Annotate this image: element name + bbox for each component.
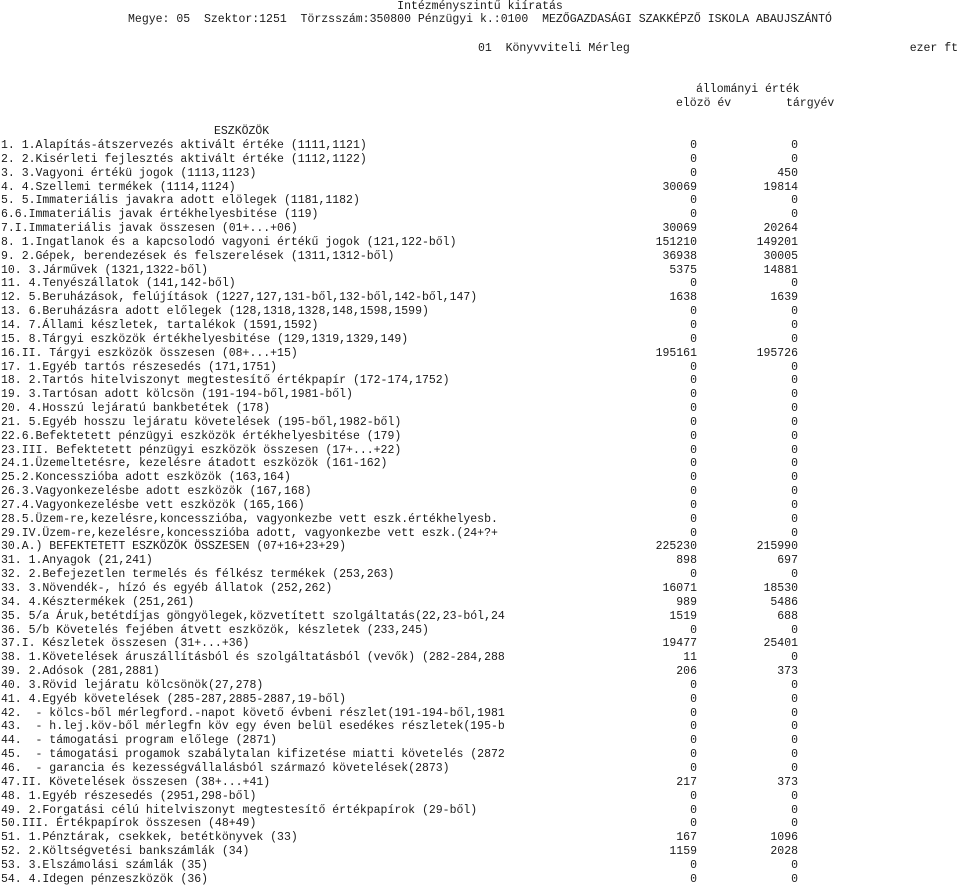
current-year-value: 1096 <box>770 831 798 845</box>
current-year-value: 0 <box>791 194 798 208</box>
table-row <box>0 444 960 458</box>
table-row <box>0 513 960 527</box>
row-label: 42. - kölcs-ből mérlegford.-napot követő évbeni részlet(191-194-ből,1981 <box>1 706 505 720</box>
current-year-value: 0 <box>791 872 798 886</box>
current-year-value: 0 <box>791 139 798 152</box>
row-label: 28.5.Üzem-re,kezelésre,koncesszióba, vagyonkezbe vett eszk.értékhelyesb. <box>1 512 498 526</box>
row-label: 25.2.Koncesszióba adott eszközök (163,164) <box>1 471 291 485</box>
row-label: 37.I. Készletek összesen (31+...+36) <box>1 637 250 651</box>
prev-year-value: 1519 <box>669 609 697 623</box>
table-row <box>0 457 960 471</box>
prev-year-value: 206 <box>676 665 697 679</box>
current-year-value: 697 <box>777 554 798 568</box>
table-row <box>0 804 960 818</box>
prev-year-value: 0 <box>690 872 697 886</box>
prev-year-value: 0 <box>690 748 697 762</box>
row-label: 45. - támogatási progamok szabálytalan kifizetése miatti követelés (2872 <box>1 748 505 762</box>
current-year-value: 0 <box>791 318 798 332</box>
table-row <box>0 762 960 776</box>
row-label: 10. 3.Járművek (1321,1322-ből) <box>1 263 209 277</box>
current-year-value: 25401 <box>763 637 798 651</box>
prev-year-value: 1638 <box>669 291 697 305</box>
section-title: ESZKÖZÖK <box>214 125 270 138</box>
current-year-value: 0 <box>791 485 798 499</box>
current-year-value: 0 <box>791 706 798 720</box>
current-year-value: 0 <box>791 305 798 319</box>
row-label: 9. 2.Gépek, berendezések és felszerelések (1311,1312-ből) <box>1 249 395 263</box>
current-year-value: 215990 <box>756 540 798 554</box>
current-year-value: 0 <box>791 374 798 388</box>
prev-year-value: 0 <box>690 471 697 485</box>
row-label: 41. 4.Egyéb követelések (285-287,2885-2887,19-ből) <box>1 692 347 706</box>
row-label: 14. 7.Állami készletek, tartalékok (1591,1592) <box>1 318 319 332</box>
table-row <box>0 333 960 347</box>
row-label: 6.6.Immateriális javak értékhelyesbitése (119) <box>1 208 319 222</box>
current-year-value: 0 <box>791 678 798 692</box>
current-year-value: 0 <box>791 623 798 637</box>
row-label: 51. 1.Pénztárak, csekkek, betétkönyvek (33) <box>1 831 298 845</box>
table-row <box>0 776 960 790</box>
table-row <box>0 679 960 693</box>
row-label: 53. 3.Elszámolási számlák (35) <box>1 858 209 872</box>
prev-year-value: 0 <box>690 402 697 416</box>
balance-table <box>0 139 960 887</box>
prev-year-value: 30069 <box>662 222 697 236</box>
current-year-value: 373 <box>777 775 798 789</box>
current-year-value: 20264 <box>763 222 798 236</box>
table-row <box>0 748 960 762</box>
prev-year-value: 0 <box>690 720 697 734</box>
current-year-value: 195726 <box>756 346 798 360</box>
table-row <box>0 568 960 582</box>
prev-year-value: 0 <box>690 332 697 346</box>
row-label: 39. 2.Adósok (281,2881) <box>1 665 160 679</box>
current-year-value: 0 <box>791 332 798 346</box>
current-year-value: 14881 <box>763 263 798 277</box>
prev-year-value: 0 <box>690 360 697 374</box>
report-name: 01 Könyvviteli Mérleg <box>478 42 630 55</box>
prev-year-value: 5375 <box>669 263 697 277</box>
table-row <box>0 291 960 305</box>
row-label: 26.3.Vagyonkezelésbe adott eszközök (167,168) <box>1 485 312 499</box>
prev-year-value: 0 <box>690 692 697 706</box>
row-label: 20. 4.Hosszú lejáratú bankbetétek (178) <box>1 402 271 416</box>
table-row <box>0 637 960 651</box>
current-year-value: 0 <box>791 803 798 817</box>
current-year-value: 0 <box>791 388 798 402</box>
row-label: 12. 5.Beruházások, felújítások (1227,127,131-ből,132-ből,142-ből,147) <box>1 291 478 305</box>
table-row <box>0 264 960 278</box>
prev-year-value: 0 <box>690 457 697 471</box>
table-row <box>0 582 960 596</box>
row-label: 48. 1.Egyéb részesedés (2951,298-ből) <box>1 789 257 803</box>
prev-year-value: 30069 <box>662 180 697 194</box>
row-label: 17. 1.Egyéb tartós részesedés (171,1751) <box>1 360 278 374</box>
row-label: 44. - támogatási program előlege (2871) <box>1 734 278 748</box>
row-label: 29.IV.Üzem-re,kezelésre,koncesszióba adott, vagyonkezbe vett eszk.(24+?+ <box>1 526 498 540</box>
table-row <box>0 527 960 541</box>
table-row <box>0 388 960 402</box>
table-row <box>0 859 960 873</box>
prev-year-value: 195161 <box>655 346 697 360</box>
table-row <box>0 402 960 416</box>
row-label: 27.4.Vagyonkezelésbe vett eszközök (165,166) <box>1 498 305 512</box>
table-row <box>0 416 960 430</box>
table-row <box>0 873 960 887</box>
table-row <box>0 181 960 195</box>
prev-year-value: 11 <box>683 651 697 665</box>
row-label: 31. 1.Anyagok (21,241) <box>1 554 153 568</box>
current-year-value: 0 <box>791 720 798 734</box>
row-label: 35. 5/a Áruk,betétdíjas göngyölegek,közvetített szolgáltatás(22,23-ból,24 <box>1 609 505 623</box>
current-year-value: 0 <box>791 761 798 775</box>
unit-label: ezer ft <box>909 42 958 55</box>
row-label: 18. 2.Tartós hitelviszonyt megtestesítő értékpapír (172-174,1752) <box>1 374 450 388</box>
row-label: 50.III. Értékpapírok összesen (48+49) <box>1 817 257 831</box>
current-year-value: 0 <box>791 457 798 471</box>
prev-year-value: 16071 <box>662 582 697 595</box>
row-label: 19. 3.Tartósan adott kölcsön (191-194-ből,1981-ből) <box>1 388 353 402</box>
prev-year-value: 0 <box>690 139 697 152</box>
prev-year-value: 0 <box>690 318 697 332</box>
table-row <box>0 194 960 208</box>
table-row <box>0 734 960 748</box>
row-label: 34. 4.Késztermékek (251,261) <box>1 595 195 609</box>
table-row <box>0 693 960 707</box>
table-row <box>0 831 960 845</box>
prev-year-value: 1159 <box>669 845 697 859</box>
row-label: 1. 1.Alapítás-átszervezés aktivált értéke (1111,1121) <box>1 139 367 152</box>
prev-year-value: 0 <box>690 374 697 388</box>
row-label: 22.6.Befektetett pénzügyi eszközök értékhelyesbitése (179) <box>1 429 402 443</box>
row-label: 40. 3.Rövid lejáratu kölcsönök(27,278) <box>1 678 264 692</box>
table-row <box>0 167 960 181</box>
table-row <box>0 277 960 291</box>
row-label: 43. - h.lej.köv-ből mérlegfn köv egy éven belül esedékes részletek(195-b <box>1 720 505 734</box>
current-year-value: 0 <box>791 748 798 762</box>
prev-year-value: 0 <box>690 734 697 748</box>
row-label: 3. 3.Vagyoni értékü jogok (1113,1123) <box>1 166 257 180</box>
current-year-value: 5486 <box>770 595 798 609</box>
prev-year-value: 0 <box>690 152 697 166</box>
row-label: 5. 5.Immateriális javakra adott elölegek (1181,1182) <box>1 194 360 208</box>
page-title: Intézményszintű kiíratás <box>397 0 563 13</box>
prev-year-value: 0 <box>690 678 697 692</box>
prev-year-value: 0 <box>690 568 697 582</box>
prev-year-value: 989 <box>676 595 697 609</box>
table-row <box>0 374 960 388</box>
row-label: 13. 6.Beruházásra adott előlegek (128,1318,1328,148,1598,1599) <box>1 305 429 319</box>
table-row <box>0 790 960 804</box>
current-year-value: 0 <box>791 789 798 803</box>
current-year-value: 0 <box>791 208 798 222</box>
prev-year-value: 0 <box>690 388 697 402</box>
row-label: 54. 4.Idegen pénzeszközök (36) <box>1 872 209 886</box>
table-row <box>0 596 960 610</box>
current-year-value: 2028 <box>770 845 798 859</box>
table-row <box>0 361 960 375</box>
row-label: 46. - garancia és kezességvállalásból származó követelések(2873) <box>1 761 450 775</box>
table-row <box>0 817 960 831</box>
row-label: 36. 5/b Követelés fejében átvett eszközök, készletek (233,245) <box>1 623 429 637</box>
row-label: 21. 5.Egyéb hosszu lejáratu követelések (195-ből,1982-ből) <box>1 415 402 429</box>
row-label: 11. 4.Tenyészállatok (141,142-ből) <box>1 277 236 291</box>
prev-year-value: 0 <box>690 429 697 443</box>
table-row <box>0 651 960 665</box>
prev-year-value: 0 <box>690 415 697 429</box>
current-year-value: 19814 <box>763 180 798 194</box>
current-year-value: 0 <box>791 415 798 429</box>
prev-year-value: 0 <box>690 526 697 540</box>
prev-year-value: 0 <box>690 485 697 499</box>
current-year-value: 0 <box>791 471 798 485</box>
table-row <box>0 845 960 859</box>
prev-year-value: 19477 <box>662 637 697 651</box>
table-row <box>0 499 960 513</box>
current-year-value: 30005 <box>763 249 798 263</box>
table-row <box>0 485 960 499</box>
current-year-header: tárgyév <box>786 97 835 110</box>
current-year-value: 0 <box>791 429 798 443</box>
row-label: 33. 3.Növendék-, hízó és egyéb állatok (252,262) <box>1 582 333 595</box>
prev-year-value: 0 <box>690 623 697 637</box>
prev-year-value: 217 <box>676 775 697 789</box>
current-year-value: 0 <box>791 651 798 665</box>
table-row <box>0 624 960 638</box>
table-row <box>0 610 960 624</box>
current-year-value: 688 <box>777 609 798 623</box>
prev-year-value: 0 <box>690 166 697 180</box>
table-row <box>0 430 960 444</box>
row-label: 23.III. Befektetett pénzügyi eszközök összesen (17+...+22) <box>1 443 402 457</box>
row-label: 47.II. Követelések összesen (38+...+41) <box>1 775 271 789</box>
table-row <box>0 319 960 333</box>
current-year-value: 149201 <box>756 235 798 249</box>
current-year-value: 1639 <box>770 291 798 305</box>
current-year-value: 0 <box>791 498 798 512</box>
current-year-value: 0 <box>791 526 798 540</box>
prev-year-value: 151210 <box>655 235 697 249</box>
table-row <box>0 222 960 236</box>
row-label: 49. 2.Forgatási célú hitelviszonyt megtestesítő értékpapírok (29-ből) <box>1 803 478 817</box>
prev-year-value: 0 <box>690 512 697 526</box>
prev-year-value: 0 <box>690 208 697 222</box>
row-label: 7.I.Immateriális javak összesen (01+...+06) <box>1 222 298 236</box>
row-label: 32. 2.Befejezetlen termelés és félkész termékek (253,263) <box>1 568 395 582</box>
current-year-value: 0 <box>791 360 798 374</box>
prev-year-value: 167 <box>676 831 697 845</box>
prev-year-value: 0 <box>690 803 697 817</box>
current-year-value: 18530 <box>763 582 798 595</box>
prev-year-value: 0 <box>690 277 697 291</box>
table-row <box>0 554 960 568</box>
current-year-value: 0 <box>791 858 798 872</box>
table-row <box>0 139 960 153</box>
value-type-header: állományi érték <box>696 83 800 96</box>
prev-year-header: elözö év <box>676 97 732 110</box>
current-year-value: 0 <box>791 817 798 831</box>
table-row <box>0 153 960 167</box>
current-year-value: 450 <box>777 166 798 180</box>
prev-year-value: 0 <box>690 858 697 872</box>
current-year-value: 0 <box>791 692 798 706</box>
table-row <box>0 707 960 721</box>
row-label: 52. 2.Költségvetési bankszámlák (34) <box>1 845 250 859</box>
row-label: 8. 1.Ingatlanok és a kapcsolodó vagyoni értékű jogok (121,122-ből) <box>1 235 457 249</box>
table-row <box>0 471 960 485</box>
table-row <box>0 236 960 250</box>
prev-year-value: 0 <box>690 706 697 720</box>
current-year-value: 0 <box>791 152 798 166</box>
prev-year-value: 0 <box>690 305 697 319</box>
prev-year-value: 36938 <box>662 249 697 263</box>
prev-year-value: 0 <box>690 194 697 208</box>
prev-year-value: 0 <box>690 761 697 775</box>
current-year-value: 0 <box>791 443 798 457</box>
prev-year-value: 898 <box>676 554 697 568</box>
row-label: 16.II. Tárgyi eszközök összesen (08+...+15) <box>1 346 298 360</box>
table-row <box>0 347 960 361</box>
table-row <box>0 250 960 264</box>
row-label: 38. 1.Követelések áruszállításból és szolgáltatásból (vevők) (282-284,288 <box>1 651 505 665</box>
table-row <box>0 208 960 222</box>
row-label: 24.1.Üzemeltetésre, kezelésre átadott eszközök (161-162) <box>1 457 388 471</box>
prev-year-value: 0 <box>690 443 697 457</box>
row-label: 4. 4.Szellemi termékek (1114,1124) <box>1 180 236 194</box>
current-year-value: 0 <box>791 512 798 526</box>
table-row <box>0 540 960 554</box>
institution-line: Megye: 05 Szektor:1251 Törzsszám:350800 Pénzügyi k.:0100 MEZŐGAZDASÁGI SZAKKÉPZŐ ISKOLA ABAUJSZÁNTÓ <box>128 13 832 26</box>
current-year-value: 373 <box>777 665 798 679</box>
row-label: 15. 8.Tárgyi eszközök értékhelyesbitése (129,1319,1329,149) <box>1 332 409 346</box>
row-label: 30.A.) BEFEKTETETT ESZKÖZÖK ÖSSZESEN (07+16+23+29) <box>1 540 347 554</box>
table-row <box>0 720 960 734</box>
prev-year-value: 225230 <box>655 540 697 554</box>
current-year-value: 0 <box>791 277 798 291</box>
table-row <box>0 305 960 319</box>
row-label: 2. 2.Kisérleti fejlesztés aktivált értéke (1112,1122) <box>1 152 367 166</box>
current-year-value: 0 <box>791 568 798 582</box>
prev-year-value: 0 <box>690 498 697 512</box>
current-year-value: 0 <box>791 402 798 416</box>
current-year-value: 0 <box>791 734 798 748</box>
prev-year-value: 0 <box>690 817 697 831</box>
table-row <box>0 665 960 679</box>
prev-year-value: 0 <box>690 789 697 803</box>
